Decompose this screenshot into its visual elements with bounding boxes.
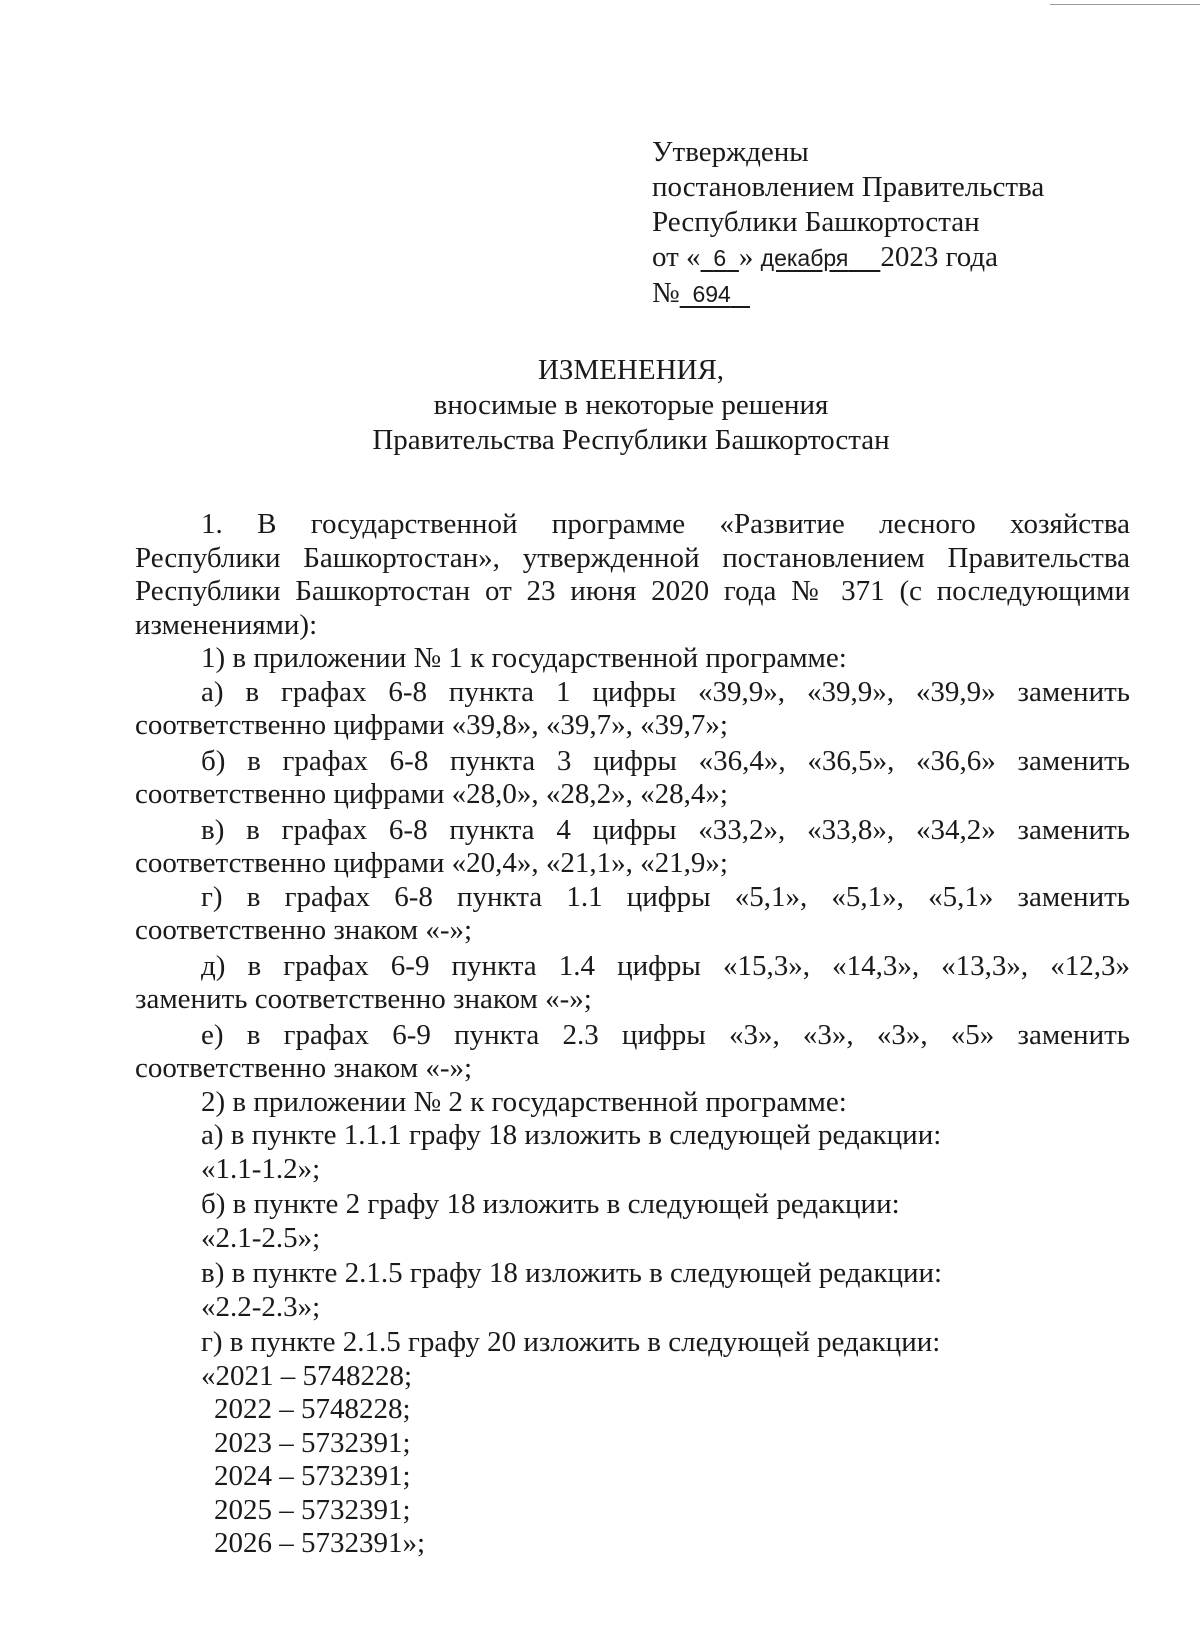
item-b-line-2: соответственно цифрами «28,0», «28,2», «28,4»; <box>135 778 728 810</box>
item-d-line-2: заменить соответственно знаком «-»; <box>135 983 592 1015</box>
item-e-line-2: соответственно знаком «-»; <box>135 1052 473 1084</box>
approval-date-line <box>652 240 1172 276</box>
item-2b-value: «2.1-2.5»; <box>201 1221 321 1254</box>
date-year: 2023 года <box>880 241 999 273</box>
document-title: ИЗМЕНЕНИЯ, <box>537 354 725 386</box>
year-value-2026: 2026 – 5732391»; <box>214 1527 426 1559</box>
scan-edge-line <box>1050 4 1200 5</box>
year-value-2025: 2025 – 5732391; <box>214 1493 411 1526</box>
date-day-value: 6 <box>713 245 727 271</box>
approval-stamp-block <box>652 135 1172 312</box>
year-value-2021: «2021 – 5748228; <box>201 1359 413 1392</box>
item-2b: б) в пункте 2 графу 18 изложить в следующей редакции: <box>201 1188 900 1220</box>
document-number-value: 694 <box>692 281 731 307</box>
item-g-line-2: соответственно знаком «-»; <box>135 914 473 946</box>
item-2v: в) в пункте 2.1.5 графу 18 изложить в следующей редакции: <box>201 1257 943 1289</box>
section-2-heading: 2) в приложении № 2 к государственной программе: <box>201 1085 847 1118</box>
number-prefix: № <box>652 277 680 309</box>
paragraph-1-line-4: изменениями): <box>135 608 318 641</box>
item-v-line-1: в) в графах 6-8 пункта 4 цифры «33,2», «33,8», «34,2» заменить <box>201 813 1130 846</box>
paragraph-1-line-2: Республики Башкортостан», утвержденной постановлением Правительства <box>135 541 1130 574</box>
year-value-2022: 2022 – 5748228; <box>214 1393 411 1425</box>
date-prefix: от « <box>652 241 701 273</box>
document-body <box>135 508 1130 1561</box>
date-month <box>761 245 881 271</box>
item-a-line-1: а) в графах 6-8 пункта 1 цифры «39,9», «39,9», «39,9» заменить <box>201 675 1130 708</box>
item-2g: г) в пункте 2.1.5 графу 20 изложить в следующей редакции: <box>201 1326 941 1358</box>
item-v-line-2: соответственно цифрами «20,4», «21,1», «21,9»; <box>135 847 728 879</box>
paragraph-1-line-1: 1. В государственной программе «Развитие лесного хозяйства <box>201 508 1130 540</box>
section-1-heading: 1) в приложении № 1 к государственной программе: <box>201 642 847 674</box>
item-e-line-1: е) в графах 6-9 пункта 2.3 цифры «3», «3», «3», «5» заменить <box>201 1018 1130 1051</box>
document-title-block <box>0 353 1200 458</box>
year-value-2023: 2023 – 5732391; <box>214 1426 411 1459</box>
approval-line-1: Утверждены <box>652 136 809 168</box>
date-month-value: декабря <box>760 245 849 271</box>
item-d-line-1: д) в графах 6-9 пункта 1.4 цифры «15,3», «14,3», «13,3», «12,3» <box>201 949 1130 982</box>
item-g-line-1: г) в графах 6-8 пункта 1.1 цифры «5,1», «5,1», «5,1» заменить <box>201 880 1130 913</box>
item-2v-value: «2.2-2.3»; <box>201 1290 321 1323</box>
date-mid: » <box>738 241 754 273</box>
item-2a-value: «1.1-1.2»; <box>201 1152 321 1185</box>
document-subtitle-1: вносимые в некоторые решения <box>433 389 829 421</box>
approval-number-line <box>652 276 1172 312</box>
approval-line-2: постановлением Правительства <box>652 171 1045 203</box>
paragraph-1-line-3: Республики Башкортостан от 23 июня 2020 года № 371 (с последующими <box>135 575 1130 607</box>
item-b-line-1: б) в графах 6-8 пункта 3 цифры «36,4», «36,5», «36,6» заменить <box>201 744 1130 777</box>
item-a-line-2: соответственно цифрами «39,8», «39,7», «39,7»; <box>135 709 728 741</box>
year-value-2024: 2024 – 5732391; <box>214 1460 411 1492</box>
date-day <box>701 245 739 271</box>
item-2a: а) в пункте 1.1.1 графу 18 изложить в следующей редакции: <box>201 1119 942 1151</box>
document-subtitle-2: Правительства Республики Башкортостан <box>372 424 890 456</box>
document-number <box>680 281 750 307</box>
approval-line-3: Республики Башкортостан <box>652 206 980 238</box>
